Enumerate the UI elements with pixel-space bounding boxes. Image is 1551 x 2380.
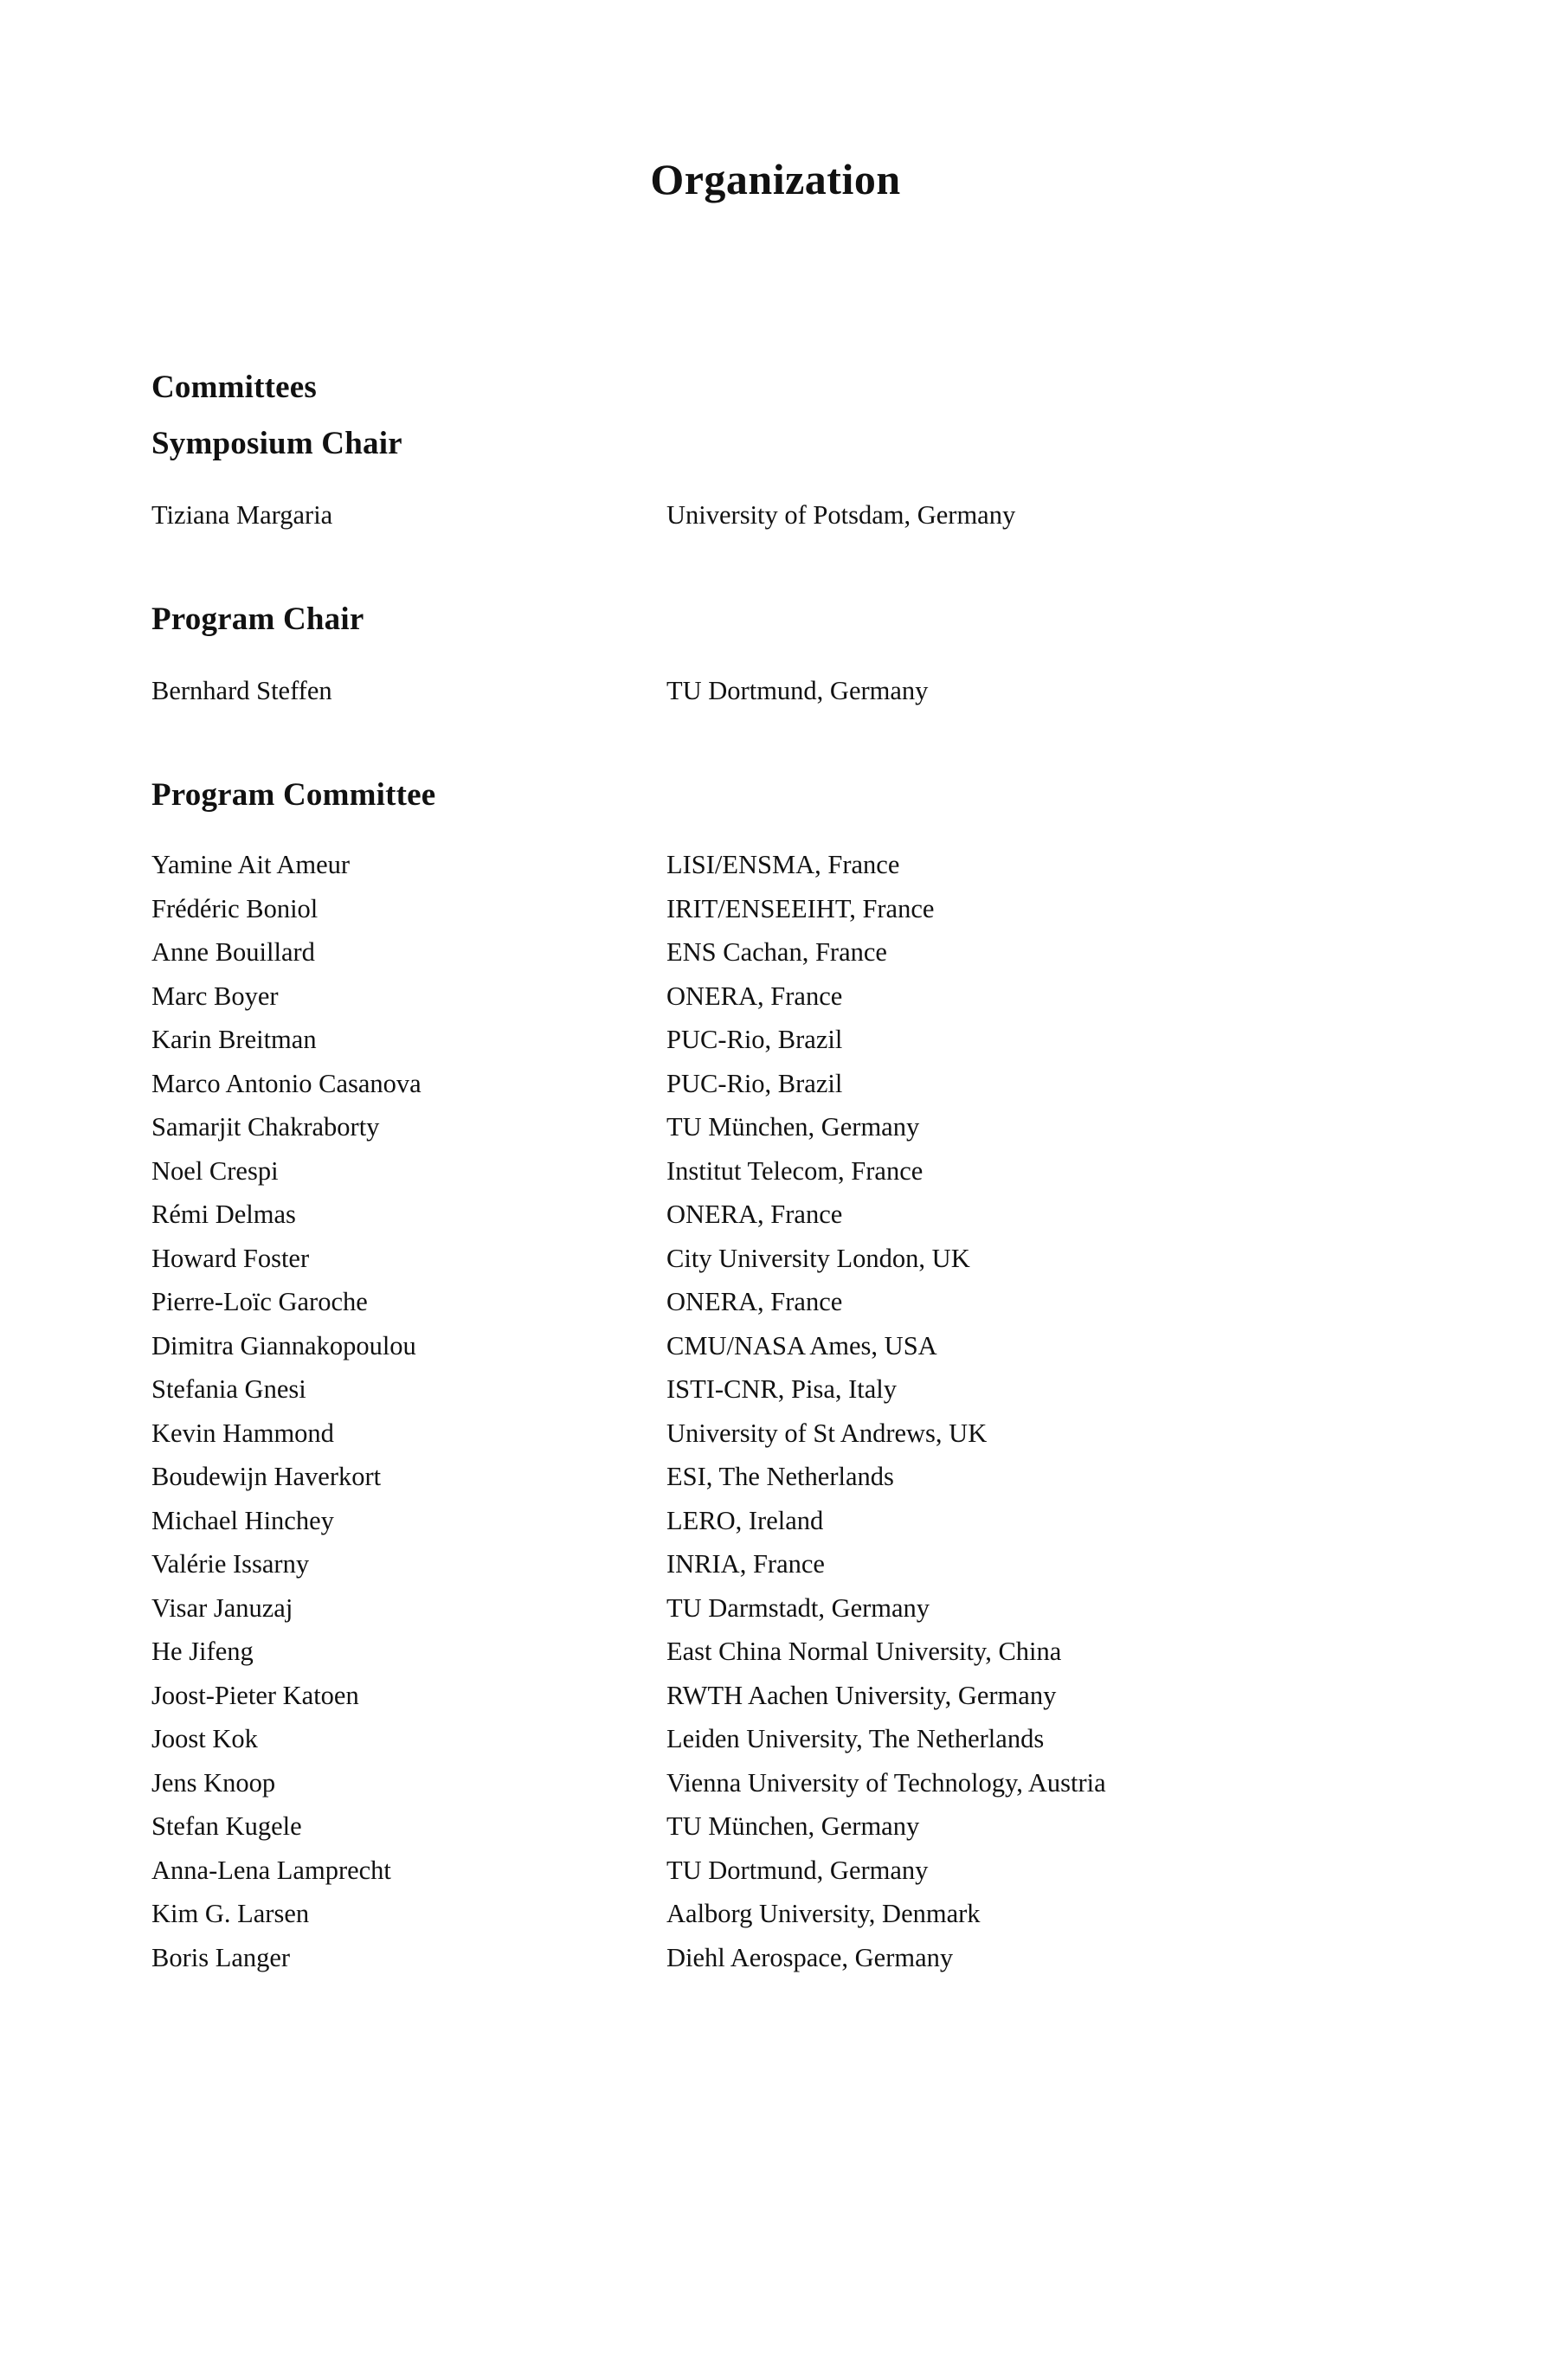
table-row	[151, 1804, 1421, 1849]
member-name: Rémi Delmas	[151, 1200, 296, 1229]
member-name: Stefania Gnesi	[151, 1374, 306, 1404]
member-affiliation: TU München, Germany	[666, 1811, 920, 1841]
table-row	[151, 1630, 1421, 1674]
symposium-chair-table	[151, 493, 1421, 537]
section-heading-committees: Committees	[151, 370, 318, 405]
program-chair-rows	[151, 669, 1421, 712]
member-affiliation: ONERA, France	[666, 1200, 843, 1229]
member-name: Dimitra Giannakopoulou	[151, 1330, 416, 1360]
member-affiliation: ESI, The Netherlands	[666, 1462, 894, 1491]
table-row	[151, 1062, 1421, 1106]
table-row	[151, 1761, 1421, 1805]
subsection-heading-program-chair: Program Chair	[151, 601, 364, 637]
member-name: Jens Knoop	[151, 1767, 276, 1798]
member-name: Bernhard Steffen	[151, 676, 332, 705]
table-row	[151, 669, 1421, 712]
program-committee-rows	[151, 843, 1421, 1979]
table-row	[151, 975, 1421, 1019]
table-row	[151, 1367, 1421, 1412]
member-affiliation: ENS Cachan, France	[666, 937, 887, 967]
page-content	[151, 204, 1421, 1979]
member-affiliation: ONERA, France	[666, 1287, 843, 1316]
table-row	[151, 1280, 1421, 1324]
table-row	[151, 887, 1421, 931]
table-row	[151, 1149, 1421, 1193]
page-title: Organization	[650, 155, 901, 203]
table-row	[151, 1105, 1421, 1149]
program-chair-table	[151, 669, 1421, 712]
table-row	[151, 1892, 1421, 1936]
member-affiliation: RWTH Aachen University, Germany	[666, 1680, 1057, 1710]
member-name: Valérie Issarny	[151, 1549, 310, 1579]
member-affiliation: ISTI-CNR, Pisa, Italy	[666, 1374, 898, 1404]
table-row	[151, 1237, 1421, 1281]
member-name: Marco Antonio Casanova	[151, 1068, 422, 1098]
member-affiliation: TU München, Germany	[666, 1112, 920, 1142]
member-name: Boris Langer	[151, 1942, 291, 1972]
table-row	[151, 493, 1421, 537]
member-name: Joost Kok	[151, 1724, 258, 1753]
subsection-heading-symposium-chair: Symposium Chair	[151, 426, 402, 461]
table-row	[151, 1849, 1421, 1893]
member-name: Stefan Kugele	[151, 1811, 302, 1841]
member-affiliation: CMU/NASA Ames, USA	[666, 1330, 937, 1360]
table-row	[151, 1412, 1421, 1456]
member-affiliation: Aalborg University, Denmark	[666, 1899, 981, 1928]
member-name: Anne Bouillard	[151, 937, 315, 967]
table-row	[151, 1018, 1421, 1062]
member-affiliation: Institut Telecom, France	[666, 1155, 924, 1186]
member-name: Kim G. Larsen	[151, 1899, 310, 1928]
member-name: Pierre-Loïc Garoche	[151, 1287, 368, 1316]
member-name: Samarjit Chakraborty	[151, 1112, 380, 1142]
member-name: Frédéric Boniol	[151, 893, 319, 923]
member-affiliation: PUC-Rio, Brazil	[666, 1068, 843, 1098]
member-affiliation: PUC-Rio, Brazil	[666, 1025, 843, 1054]
member-affiliation: East China Normal University, China	[666, 1637, 1062, 1666]
member-affiliation: TU Dortmund, Germany	[666, 1855, 929, 1885]
table-row	[151, 1586, 1421, 1631]
member-affiliation: City University London, UK	[666, 1243, 970, 1273]
table-row	[151, 1193, 1421, 1237]
table-row	[151, 930, 1421, 975]
table-row	[151, 1455, 1421, 1499]
table-row	[151, 1936, 1421, 1980]
member-name: Kevin Hammond	[151, 1418, 334, 1448]
member-name: He Jifeng	[151, 1637, 254, 1666]
table-row	[151, 1324, 1421, 1368]
member-affiliation: LERO, Ireland	[666, 1505, 824, 1535]
subsection-heading-program-committee: Program Committee	[151, 777, 436, 813]
member-affiliation: TU Dortmund, Germany	[666, 676, 929, 705]
member-affiliation: TU Darmstadt, Germany	[666, 1592, 930, 1623]
member-affiliation: LISI/ENSMA, France	[666, 850, 900, 879]
symposium-chair-rows	[151, 493, 1421, 537]
member-affiliation: University of St Andrews, UK	[666, 1418, 988, 1448]
member-name: Visar Januzaj	[151, 1592, 293, 1623]
table-row	[151, 1717, 1421, 1761]
member-name: Marc Boyer	[151, 981, 279, 1011]
member-name: Howard Foster	[151, 1243, 310, 1273]
member-name: Michael Hinchey	[151, 1505, 334, 1535]
table-row	[151, 1674, 1421, 1718]
member-affiliation: Leiden University, The Netherlands	[666, 1724, 1045, 1753]
table-row	[151, 1499, 1421, 1543]
member-name: Noel Crespi	[151, 1155, 279, 1186]
member-name: Boudewijn Haverkort	[151, 1462, 382, 1491]
member-affiliation: IRIT/ENSEEIHT, France	[666, 893, 935, 923]
member-name: Joost-Pieter Katoen	[151, 1680, 359, 1710]
member-name: Anna-Lena Lamprecht	[151, 1855, 391, 1885]
member-affiliation: University of Potsdam, Germany	[666, 500, 1016, 530]
member-affiliation: Diehl Aerospace, Germany	[666, 1942, 954, 1972]
member-affiliation: Vienna University of Technology, Austria	[666, 1767, 1106, 1798]
member-affiliation: INRIA, France	[666, 1549, 825, 1579]
table-row	[151, 1542, 1421, 1586]
table-row	[151, 843, 1421, 887]
member-affiliation: ONERA, France	[666, 981, 843, 1011]
program-committee-table	[151, 843, 1421, 1979]
member-name: Karin Breitman	[151, 1025, 317, 1054]
member-name: Tiziana Margaria	[151, 500, 333, 530]
member-name: Yamine Ait Ameur	[151, 850, 351, 879]
